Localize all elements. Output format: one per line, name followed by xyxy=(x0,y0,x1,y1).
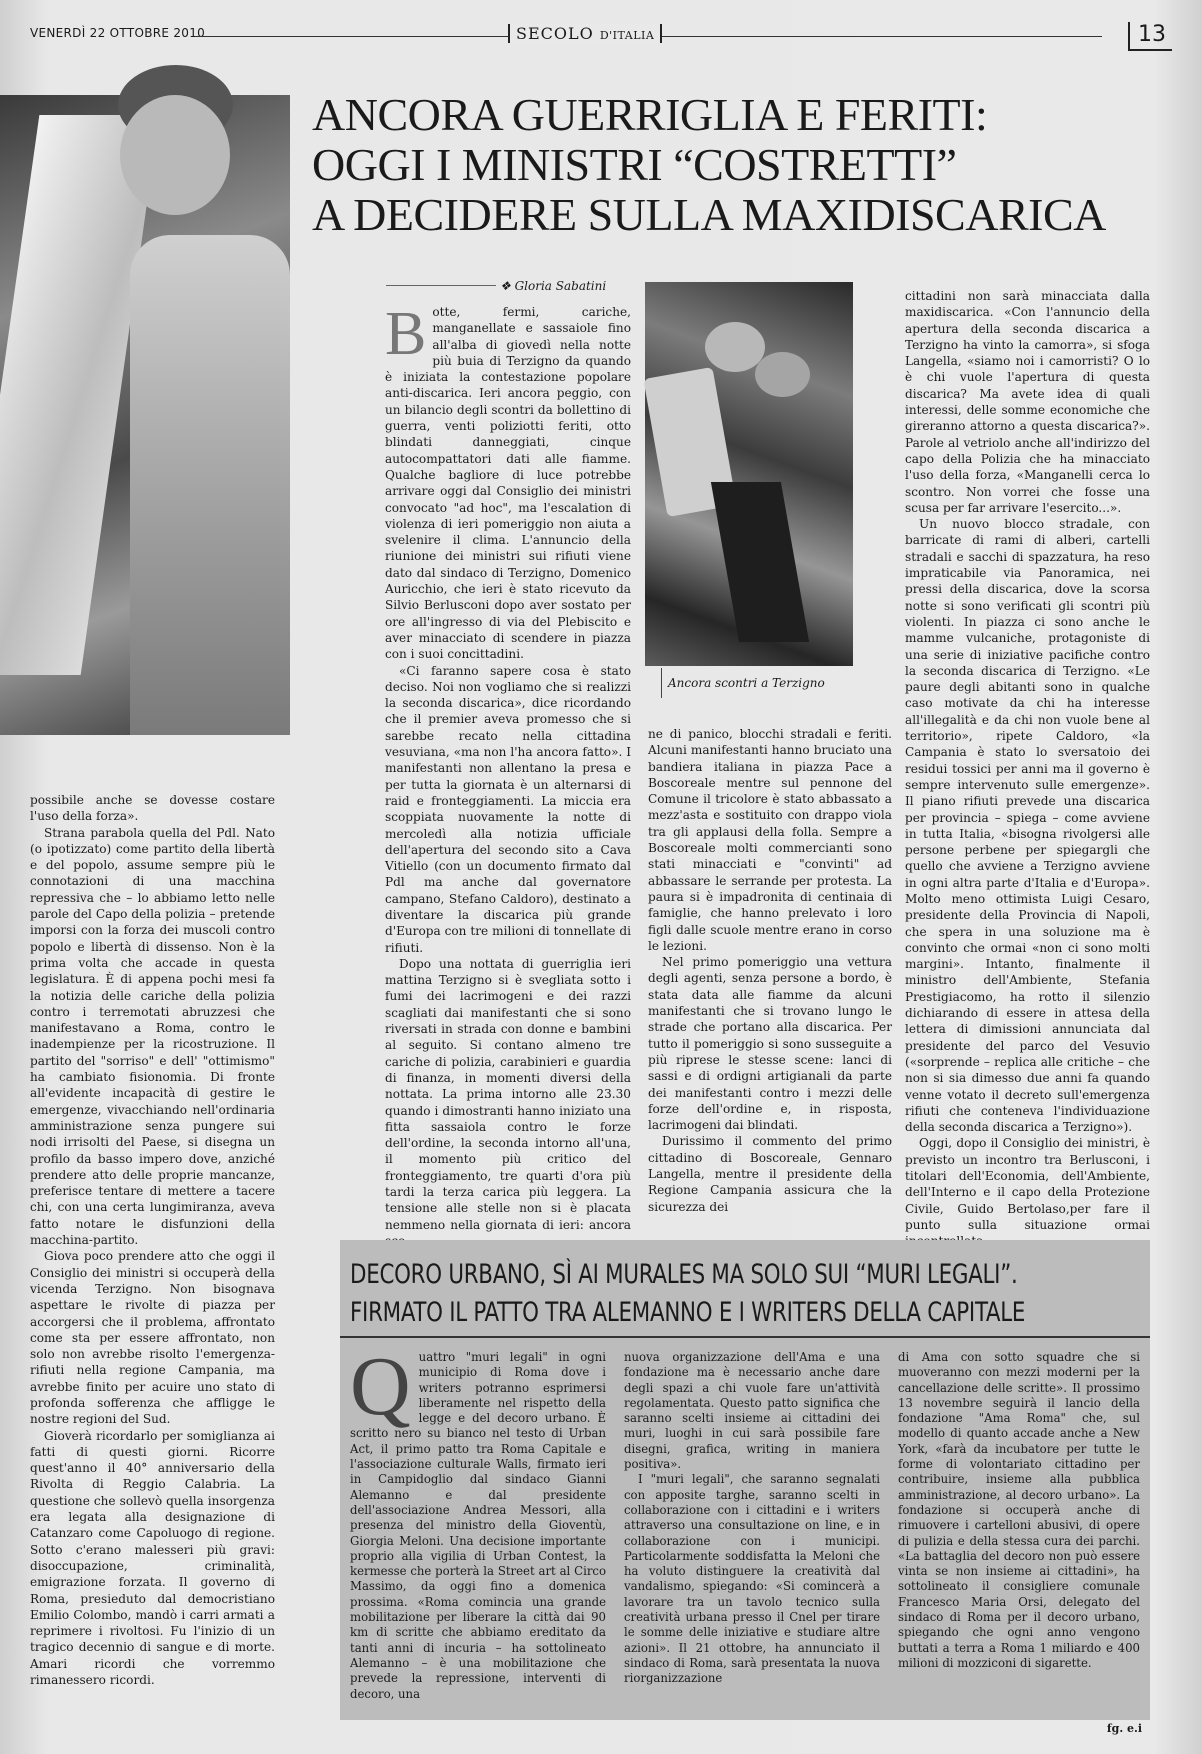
drop-cap: B xyxy=(385,300,427,368)
sidebar-column-2 xyxy=(624,1350,880,1712)
article-paragraph: Dopo una nottata di guerriglia ieri mattina Terzigno si è svegliata sotto i fumi dei lacrimogeni e dei razzi scagliati dai manifestanti che si sono riversati in strada con donne e bambini al seguito. Si contano almeno tre cariche di polizia, carabinieri e guardia di finanza, in momenti diversi della nottata. La prima intorno alle 23.30 quando i dimostranti hanno iniziato una fitta sassaiola contro le forze dell'ordine, la seconda intorno all'una, il momento più critico del fronteggiamento, tre quarti d'ora più tardi la terza carica più leggera. La tensione alle stelle non si è placata nemmeno nella giornata di ieri: ancora xyxy=(385,956,631,1232)
sidebar-paragraph: I "muri legali", che saranno segnalati con apposite targhe, saranno scelti in collaborazione con i cittadini e i writers attraverso una consultazione on line, e in collaborazione con i municipi. Particolarmente soddisfatta la Meloni che ha voluto distinguere la creatività dal vandalismo, spiegando: «Si comincerà a lavorare tra un tavolo tecnico sulla creatività urbana presso il Cnel per tirare le somme delle iniziative e studiare altre azioni». Il 21 ottobre, ha annunciato il sindaco di Roma, sarà presentata la nuova riorganizzazione xyxy=(624,1472,880,1686)
sidebar-headline-rule xyxy=(340,1336,1150,1338)
article-column-3 xyxy=(905,288,1150,1232)
article-paragraph: Durissimo il commento del primo cittadino di Boscoreale, Gennaro Langella, mentre il presidente della Regione Campania assicura che la sicurezza dei xyxy=(648,1134,892,1214)
editorial-paragraph: possibile anche se dovesse costare l'uso della forza». xyxy=(30,793,275,824)
helmet-shape xyxy=(705,322,765,372)
article-column-1 xyxy=(385,300,631,1256)
editorial-column xyxy=(30,792,275,1724)
sidebar-paragraph: nuova organizzazione dell'Ama e una fondazione ma è necessario anche dare degli spazi a chi vuole fare un'attività regolamentata. Questo patto significa che saranno scelti insieme ai cittadini dei muri, luoghi in cui sarà possibile fare disegni, grafica, writing in maniera positiva». xyxy=(624,1350,880,1472)
article-paragraph: «Ci faranno sapere cosa è stato deciso. Noi non vogliamo che si realizzi la seconda discarica», dice ricordando che il premier aveva promesso che si sarebbe recato nella cittadina vesuviana, «ma non l'ha ancora fatto». I manifestanti non allentano la presa e per tutta la giornata è un alternarsi di raid e fronteggiamenti. La miccia era scoppiata nuovamente la notte di mercoledì alla notizia ufficiale dell'apertura del secondo sito a Cava Vitiello (con un documento firmato dal Pdl ma anche dal governatore campano, Stefano Caldoro), destinato a diventare la discarica più grande d'Europa con tre milioni di tonnellate di rifiuti. xyxy=(385,663,631,955)
article-paragraph xyxy=(385,300,631,663)
headline-line: A DECIDERE SULLA MAXIDISCARICA xyxy=(312,189,1106,240)
sidebar-headline-line: FIRMATO IL PATTO TRA ALEMANNO E I WRITERS DELLA CAPITALE xyxy=(350,1297,1026,1328)
masthead-suffix: D'ITALIA xyxy=(599,29,655,42)
article-paragraph: ne di panico, blocchi stradali e feriti. Alcuni manifestanti hanno bruciato una bandiera italiana in piazza Pace a Boscoreale mentre sul pennone del Comune il tricolore è stato abbassato a mezz'asta e sostituito con drappo viola tra gli applausi della folla. Sempre a Boscoreale molti commercianti sono stati minacciati e "convinti" ad abbassare le serrande per protesta. La paura si è impadronita di centinaia di famiglie, che hanno prelevato i loro figli dalle scuole mentre erano in corso le lezioni. xyxy=(648,727,892,953)
article-paragraph: Nel primo pomeriggio una vettura degli agenti, senza persone a bordo, è stata data alle fiamme da alcuni manifestanti che si trovano lungo le strade che portano alla discarica. Per tutto il pomeriggio si sono susseguite a più riprese le stesse scene: lanci di sassi e di ordigni artigianali da parte dei manifestanti contro i mezzi delle forze dell'ordine e, in risposta, lacrimogeni dai blindati. xyxy=(648,955,892,1133)
editorial-paragraph: Strana parabola quella del Pdl. Nato (o ipotizzato) come partito della libertà e del popolo, assume sempre più le connotazioni di una macchina repressiva che – lo abbiamo letto nelle parole del Capo della polizia – pretende imporsi con la forza dei muscoli contro popolo e libertà di dissenso. Non è la prima volta che accade in questa legislatura. È di appena pochi mesi fa la notizia delle cariche della polizia contro i terremotati abruzzesi che manifestavano a Roma, contro le inadempienze per la ricostruzione. Il partito del "sorriso" e dell' "ottimismo" ha cambiato fisionomia. Di fronte all'evidente incapacità di gestire le emergenze, vivacchiando nell'ordinaria amministrazione senza pungere sui nodi irrisolti del Paese, si disegna un profilo da basso impero dove, anziché prendere atto delle proprie mancanze, preferisce tentare di mettere a tacere chi, con una certa lungimiranza, aveva fatto notare le disfunzioni della macchina-partito. xyxy=(30,825,275,1248)
headline-line: OGGI I MINISTRI “COSTRETTI” xyxy=(312,139,957,190)
photo-caption: Ancora scontri a Terzigno xyxy=(668,676,825,690)
byline-rule xyxy=(386,285,496,286)
headline-line: ANCORA GUERRIGLIA E FERITI: xyxy=(312,89,988,140)
editorial-paragraph: Giova poco prendere atto che oggi il Consiglio dei ministri si occuperà della vicenda Terzigno. Non bisognava aspettare le rivolte di piazza per accorgersi che il problema, affrontato come sta per essere affrontato, non solo non avrebbe risolto l'emergenza-rifiuti nella regione Campania, ma avrebbe finito per acuire uno stato di profonda sofferenza che affligge le nostre regioni del Sud. xyxy=(30,1249,275,1427)
author-signature: fg. e.i xyxy=(1106,1722,1142,1735)
masthead xyxy=(508,24,662,43)
editorial-paragraph: Gioverà ricordarlo per somiglianza ai fatti di questi giorni. Ricorre quest'anno il 40° anniversario della Rivolta di Reggio Calabria. La questione che sollevò quella insorgenza era legata alla designazione di Catanzaro come Capoluogo di regione. Sotto c'erano malesseri più gravi: disoccupazione, criminalità, emigrazione forzata. Il governo di Roma, presieduto dal democristiano Emilio Colombo, mandò i carri armati a reprimere i rivoltosi. Fu l'inizio di un tragico decennio di sangue e di morte. Amari ricordi che vorremmo rimanessero ricordi. xyxy=(30,1428,275,1688)
sidebar-headline-line: DECORO URBANO, SÌ AI MURALES MA SOLO SUI “MURI LEGALI”. xyxy=(350,1259,1018,1290)
page-number: 13 xyxy=(1128,22,1172,51)
issue-date: VENERDÌ 22 OTTOBRE 2010 xyxy=(30,26,206,40)
sidebar-paragraph xyxy=(350,1340,606,1702)
author-name: Gloria Sabatini xyxy=(514,279,607,293)
person-face-shape xyxy=(120,95,230,215)
main-headline xyxy=(312,90,1172,240)
masthead-name: SECOLO xyxy=(516,24,594,43)
article-column-2 xyxy=(648,726,892,1214)
protester-photo xyxy=(0,95,290,735)
article-paragraph: cittadini non sarà minacciata dalla maxidiscarica. «Con l'annuncio della apertura della seconda discarica a Terzigno ha vinto la camorra», si sfoga Langella, «siamo noi i camorristi? O lo è chi vuole l'apertura di questa discarica? Ma avete idea di quali interessi, delle somme economiche che gireranno attorno a questa discarica?». Parole al vetriolo anche all'indirizzo del capo della Polizia che ha minacciato l'uso della forza, «Manganelli cerca lo scontro. Non vorrei che fosse una scusa per far arrivare l'esercito...». xyxy=(905,289,1150,515)
riot-police-photo xyxy=(645,282,853,666)
article-paragraph: Un nuovo blocco stradale, con barricate di rami di alberi, cartelli stradali e sacchi di spazzatura, ha reso impraticabile via Panoramica, nei pressi della discarica, dove la scorsa notte si sono verificati gli scontri più violenti. In piazza ci sono anche le mamme vulcaniche, protagoniste di una serie di iniziative pacifiche contro la seconda discarica di Terzigno. «Le paure degli abitanti sono in qualche caso motivate da chi ha interesse all'illegalità e da chi non vuole bene al territorio», ripete Caldoro, «la Campania è stato lo sversatoio dei residui tossici per anni ma il governo è sempre intervenuto sulle emergenze». Il piano rifiuti prevede una discarica per provincia – spiega – come avviene in tutta Italia, «bisogna rivolgersi alle persone perbene per spiegargli che quello che avviene a Terzigno avviene in ogni altra parte d'Italia e d'Europa». Molto meno ottimista Luigi Cesaro, presidente della Provincia di Napoli, che spera in una soluzione ma è convinto che ormai «non ci sono molti margini». Intanto, finalmente il ministro dell'Ambiente, Stefania Prestigiacomo, ha rotto il silenzio dichiarando di essere in attesa della lettera di dimissioni annunciata dal presidente del parco del Vesuvio («sorprende – replica alle critiche – che non si sia dimesso due anni fa quando venne votato il decreto sull'emergenza rifiuti che conteneva l'individuazione della seconda discarica a Terzigno»). xyxy=(905,517,1150,1135)
article-paragraph: Oggi, dopo il Consiglio dei ministri, è previsto un incontro tra Berlusconi, i titolari dell'Economia, dell'Ambiente, dell'Interno e il capo della Protezione Civile, Guido Bertolaso,per fare il punto sulla situazione ormai xyxy=(905,1136,1150,1232)
caption-rule xyxy=(661,668,662,698)
page-header xyxy=(0,22,1202,52)
drop-cap: Q xyxy=(350,1340,411,1433)
sidebar-paragraph: di Ama con sotto squadre che si muoveranno con mezzi moderni per la cancellazione delle scritte». Il prossimo 13 novembre seguirà il lancio della fondazione "Ama Roma" che, sul modello di quanto accade anche a New York, «farà da incubatore per tutte le forme di volontariato cittadino per contribuire, insieme alla pubblica amministrazione, al decoro urbano». La fondazione si occuperà anche di rimuovere i cartelloni abusivi, di opere di pulizia e della stessa cura dei parchi. «La battaglia del decoro non può essere vinta se non insieme ai cittadini», ha sottolineato il consigliere comunale Francesco Maria Orsi, delegato del sindaco di Roma per il decoro urbano, spiegando che ogni anno vengono buttati a terra a Roma 1 miliardo e 400 milioni di mozziconi di sigarette. xyxy=(898,1350,1140,1670)
sidebar-column-1 xyxy=(350,1340,606,1712)
byline: ❖ Gloria Sabatini xyxy=(500,279,607,293)
sidebar-headline xyxy=(350,1256,1054,1332)
person-body-shape xyxy=(130,235,290,735)
sidebar-column-3 xyxy=(898,1350,1140,1712)
paragraph-text: otte, fermi, cariche, manganellate e sassaiole fino all'alba di giovedì nella notte più buia di Terzigno da quando è iniziata la contestazione popolare anti-discarica. Ieri ancora peggio, con un bilancio degli scontri da bollettino di guerra, venti poliziotti feriti, otto blindati danneggiati, cinque autocompattatori dati alle fiamme. Qualche bagliore di luce potrebbe arrivare oggi dal Consiglio dei ministri convocato "ad hoc", ma l'escalation di violenza di ieri pomeriggio non aiuta a svelenire il clima. L'annuncio della riunione dei ministri sui rifiuti viene dato dal sindaco di Terzigno, Domenico Auricchio, che ieri è stato ricevuto da Silvio Berlusconi dopo aver sostato per ore all'ingresso di via del Plebiscito e aver minacciato di scendere in piazza con i suoi concittadini. xyxy=(385,305,631,662)
paragraph-text: uattro "muri legali" in ogni municipio di Roma dove i writers potranno esprimersi liberamente nel rispetto della legge e del decoro urbano. È scritto nero su bianco nel testo di Urban Act, il primo patto tra Roma Capitale e l'associazione culturale Walls, firmato ieri in Campidoglio dal sindaco Gianni Alemanno e dal presidente dell'associazione Andrea Messori, alla presenza del ministro della Gioventù, Giorgia Meloni. Una decisione importante proprio alla vigilia di Urban Contest, la kermesse che porterà la Street art al Circo Massimo, da oggi fino a domenica prossima. «Roma comincia una grande mobilitazione per liberare la città dai 90 km di scritte che abbiamo ereditato da tanti anni di incuria – ha sottolineato Alemanno – è una mobilitazione che prevede la repressione, interventi di decoro, una xyxy=(350,1350,606,1701)
figure-shape xyxy=(711,482,809,642)
helmet-shape xyxy=(755,352,810,397)
